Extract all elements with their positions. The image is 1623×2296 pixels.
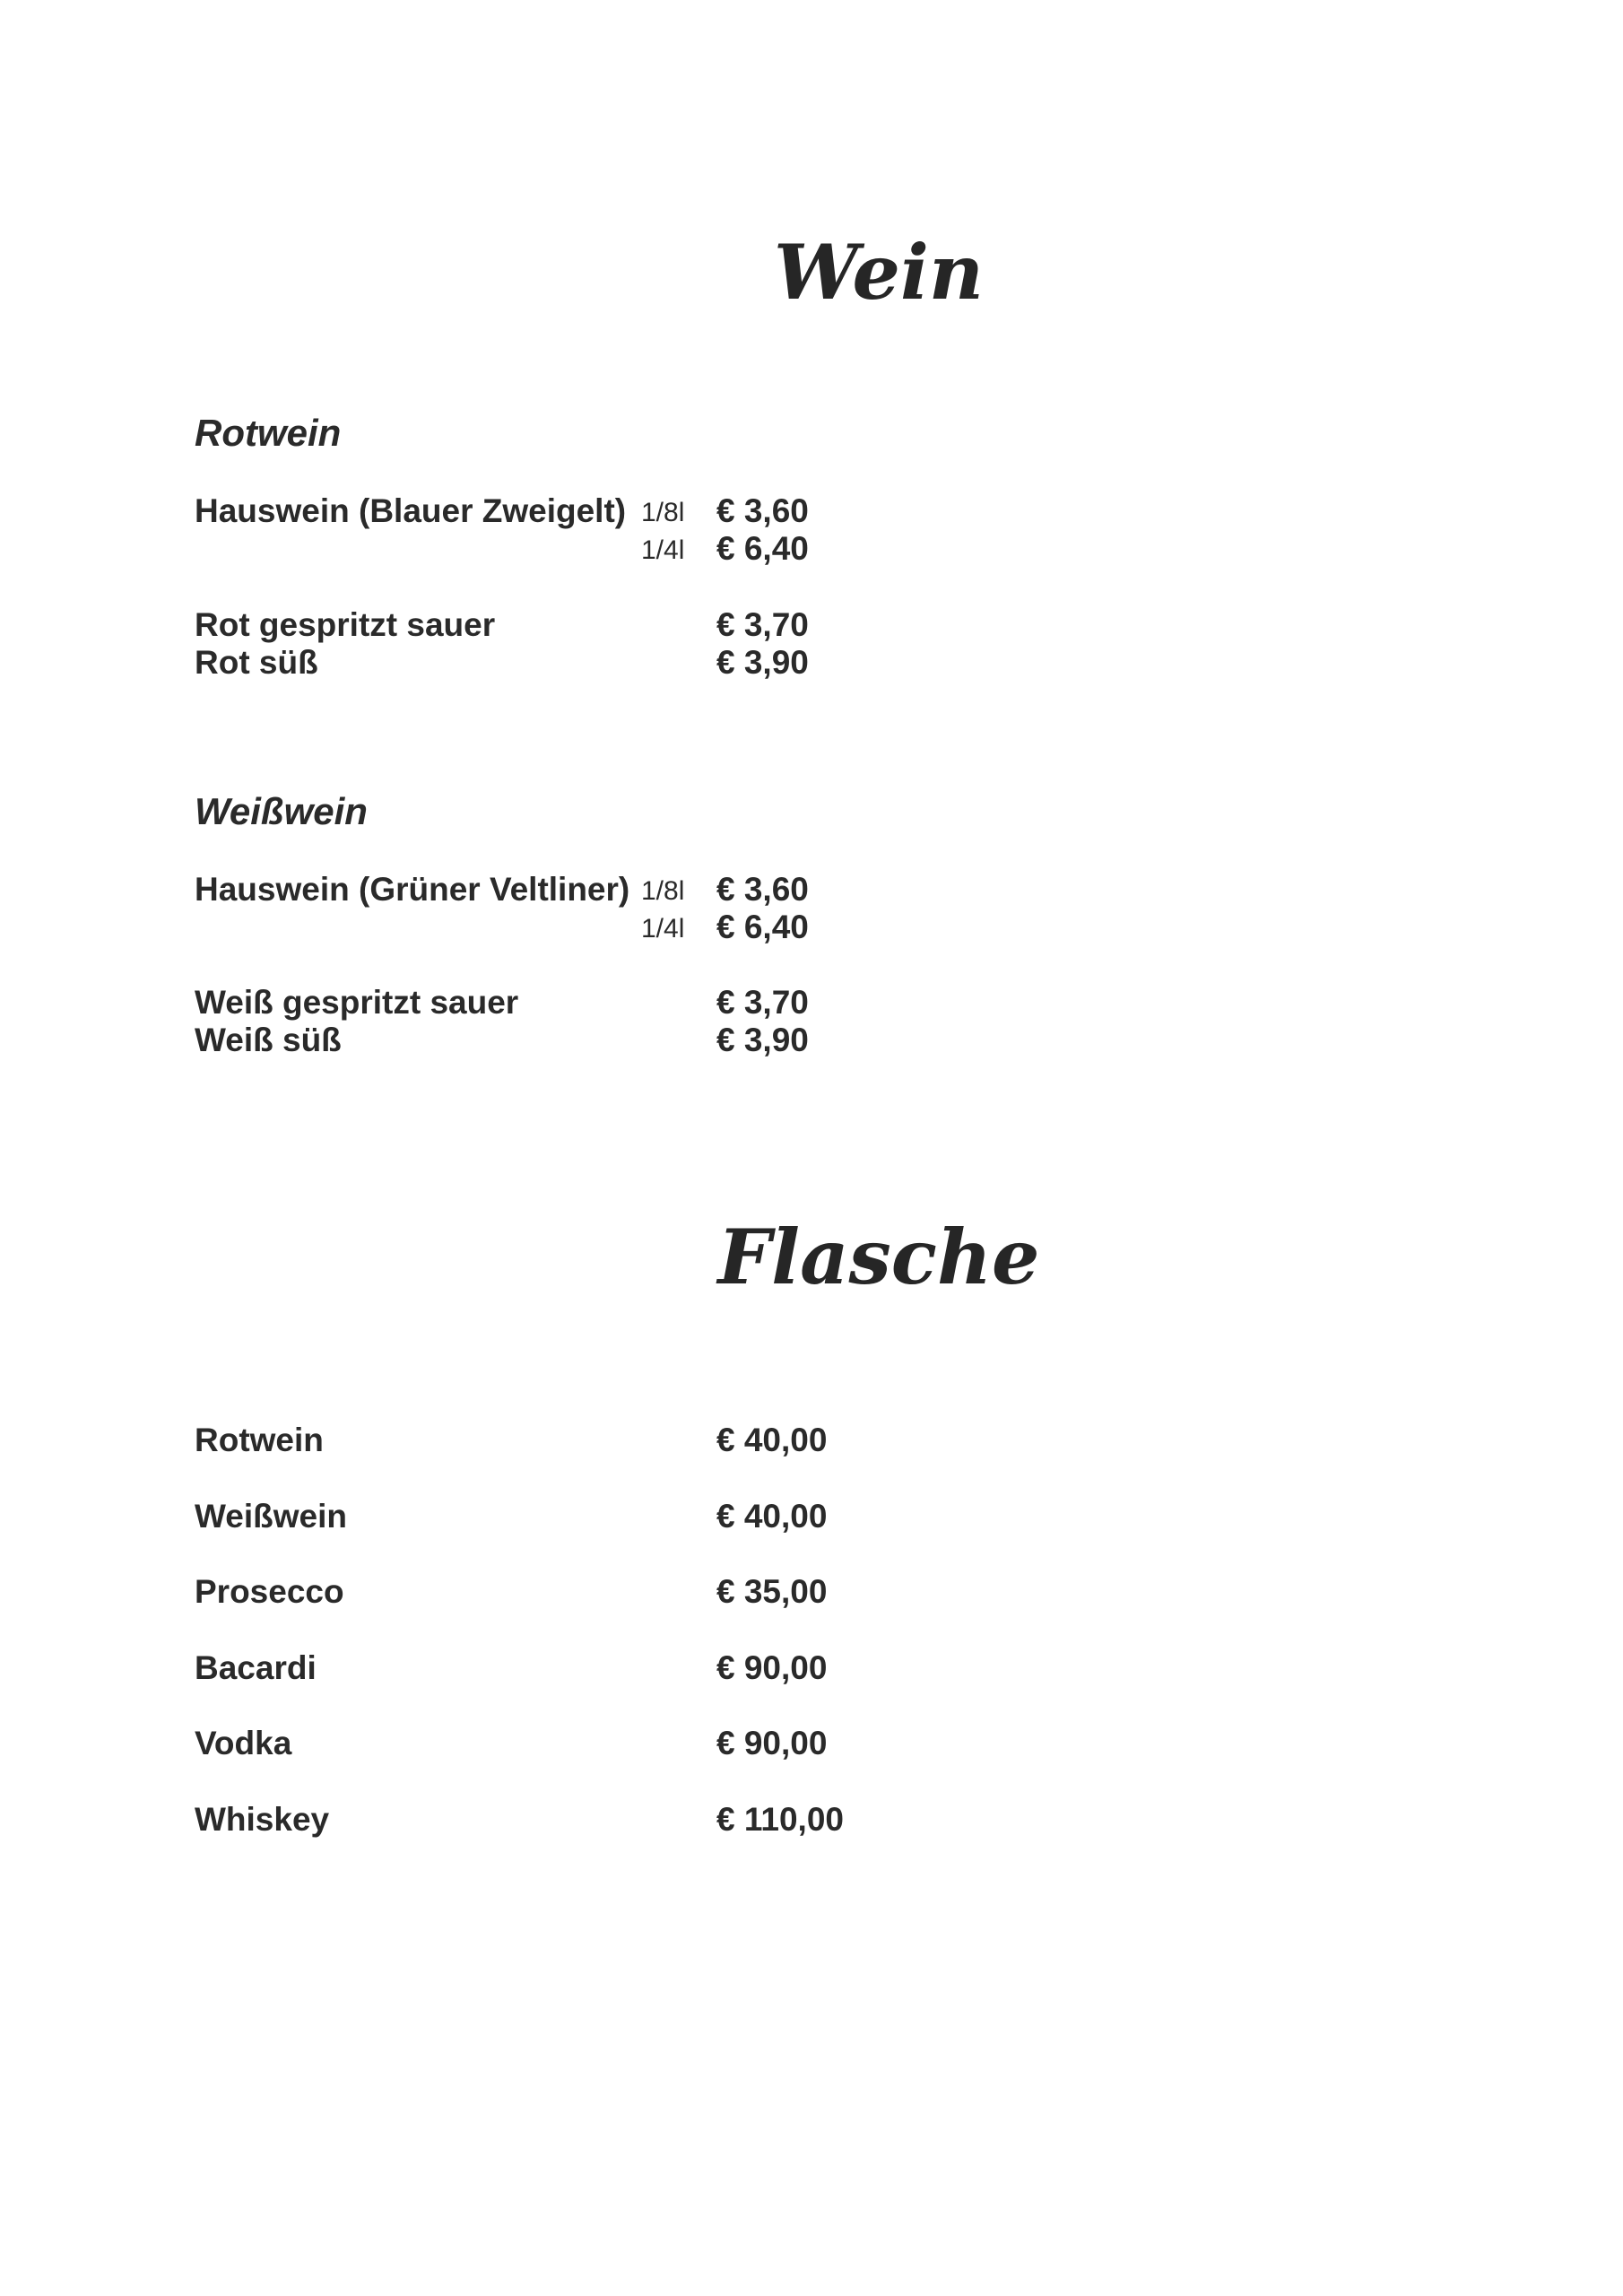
item-price: € 3,60 xyxy=(716,871,809,908)
rotwein-heading: Rotwein xyxy=(195,412,342,454)
menu-item-row xyxy=(195,491,1181,531)
menu-item-row xyxy=(195,1800,1181,1839)
menu-item-row xyxy=(195,1648,1181,1688)
item-name: Whiskey xyxy=(195,1801,330,1838)
menu-item-row xyxy=(195,1572,1181,1612)
menu-item-row xyxy=(195,1021,1181,1060)
menu-item-row xyxy=(195,870,1181,909)
menu-item-row xyxy=(195,1421,1181,1460)
item-name: Weiß gespritzt sauer xyxy=(195,984,519,1021)
item-name: Prosecco xyxy=(195,1573,344,1610)
menu-item-row xyxy=(195,643,1181,683)
menu-item-row xyxy=(195,529,1181,569)
item-name: Hauswein (Blauer Zweigelt) xyxy=(195,492,627,529)
item-name: Hauswein (Grüner Veltliner) xyxy=(195,871,630,908)
item-size: 1/4l xyxy=(641,914,685,944)
item-name: Weiß süß xyxy=(195,1022,342,1058)
weisswein-heading: Weißwein xyxy=(195,790,368,832)
item-size: 1/8l xyxy=(641,498,685,527)
item-name: Rot süß xyxy=(195,644,318,681)
item-name: Rotwein xyxy=(195,1422,324,1458)
item-price: € 110,00 xyxy=(716,1801,844,1838)
menu-item-row xyxy=(195,1724,1181,1763)
item-price: € 3,90 xyxy=(716,1022,809,1058)
item-price: € 90,00 xyxy=(716,1649,828,1686)
item-price: € 3,60 xyxy=(716,492,809,529)
item-name: Weißwein xyxy=(195,1498,347,1535)
item-price: € 40,00 xyxy=(716,1498,828,1535)
item-name: Rot gespritzt sauer xyxy=(195,606,496,643)
item-price: € 35,00 xyxy=(716,1573,828,1610)
menu-item-row xyxy=(195,605,1181,645)
item-price: € 90,00 xyxy=(716,1725,828,1761)
item-size: 1/4l xyxy=(641,535,685,565)
item-size: 1/8l xyxy=(641,876,685,906)
item-price: € 40,00 xyxy=(716,1422,828,1458)
item-name: Bacardi xyxy=(195,1649,317,1686)
menu-item-row xyxy=(195,1497,1181,1536)
item-price: € 3,90 xyxy=(716,644,809,681)
flasche-title: Flasche xyxy=(717,1213,1040,1301)
menu-item-row xyxy=(195,908,1181,947)
wein-title: Wein xyxy=(774,228,984,317)
item-price: € 3,70 xyxy=(716,606,809,643)
item-price: € 6,40 xyxy=(716,909,809,945)
menu-item-row xyxy=(195,983,1181,1022)
item-price: € 6,40 xyxy=(716,530,809,567)
item-price: € 3,70 xyxy=(716,984,809,1021)
item-name: Vodka xyxy=(195,1725,292,1761)
